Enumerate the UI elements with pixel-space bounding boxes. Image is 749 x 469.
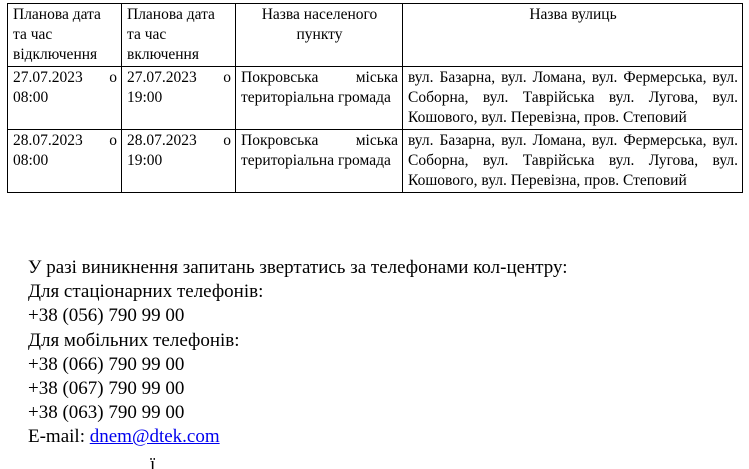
cell-on-datetime: 28.07.2023 о 19:00 — [122, 130, 236, 193]
table-header-row — [8, 4, 743, 67]
mobile-phone: +38 (067) 790 99 00 — [28, 378, 185, 400]
email-line — [28, 425, 568, 449]
email-label: E-mail: — [28, 426, 85, 448]
cell-off-datetime: 27.07.2023 о 08:00 — [8, 67, 122, 130]
table-row — [8, 67, 743, 130]
cell-streets: вул. Базарна, вул. Ломана, вул. Фермерська, вул. Соборна, вул. Таврійська вул. Лугова, вул. Кошового, вул. Перевізна, пров. Степовий — [403, 130, 743, 193]
header-streets: Назва вулиць — [403, 4, 743, 67]
cell-settlement: Покровська міська територіальна громада — [236, 67, 403, 130]
email-link[interactable]: dnem@dtek.com — [89, 426, 220, 448]
cell-on-datetime: 27.07.2023 о 19:00 — [122, 67, 236, 130]
landline-label: Для стаціонарних телефонів: — [28, 281, 264, 303]
header-planned-on: Планова дата та час включення — [122, 4, 236, 67]
mobile-label: Для мобільних телефонів: — [28, 329, 240, 351]
cell-settlement: Покровська міська територіальна громада — [236, 130, 403, 193]
mobile-phone: +38 (063) 790 99 00 — [28, 402, 185, 424]
mobile-phone: +38 (066) 790 99 00 — [28, 353, 185, 375]
contacts-block — [28, 256, 568, 450]
contacts-intro: У разі виникнення запитань звертатись за телефонами кол-центру: — [28, 257, 568, 278]
outage-schedule-table — [7, 3, 743, 193]
cell-off-datetime: 28.07.2023 о 08:00 — [8, 130, 122, 193]
cell-streets: вул. Базарна, вул. Ломана, вул. Фермерська, вул. Соборна, вул. Таврійська вул. Лугова, вул. Кошового, вул. Перевізна, пров. Степовий — [403, 67, 743, 130]
landline-phone: +38 (056) 790 99 00 — [28, 305, 185, 327]
table-row — [8, 130, 743, 193]
header-planned-off: Планова дата та час відключення — [8, 4, 122, 67]
cutoff-text-fragment: ї — [150, 455, 156, 469]
header-settlement: Назва населеного пункту — [236, 4, 403, 67]
